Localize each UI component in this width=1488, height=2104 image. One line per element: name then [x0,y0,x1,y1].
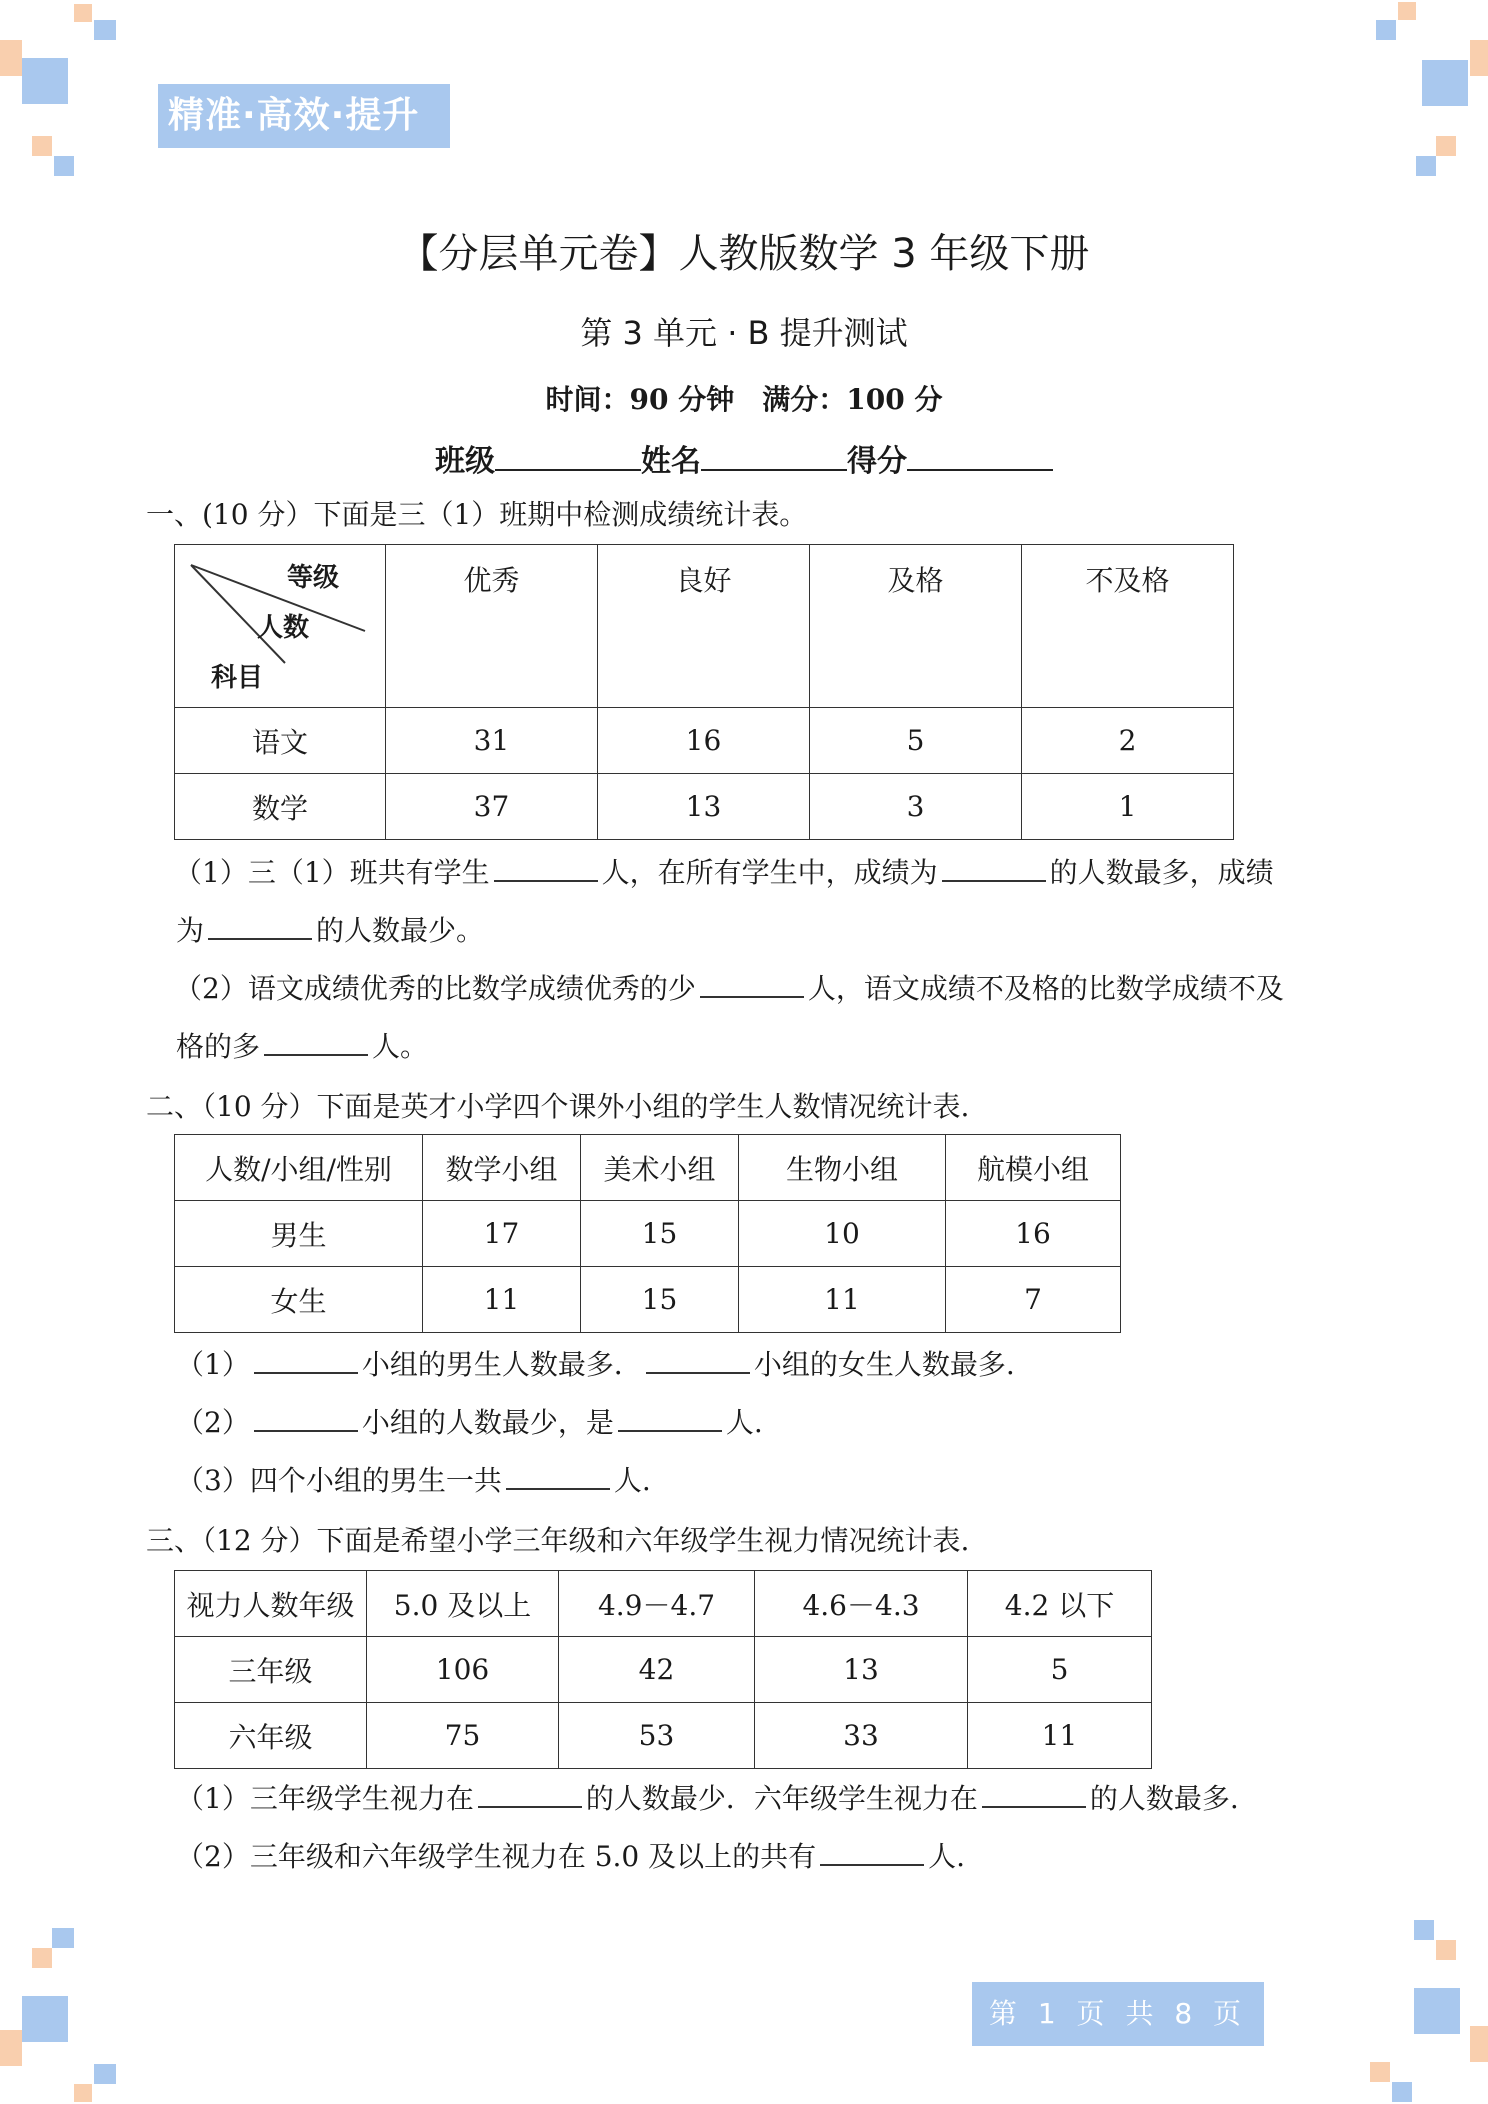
text: 人. [725,1406,763,1439]
text: 的人数最少．六年级学生视力在 [585,1782,978,1815]
s3-question-2 [176,1840,965,1874]
row-label: 数学 [175,774,386,840]
table-cell: 15 [581,1201,739,1267]
text: （1）三年级学生视力在 [176,1782,474,1815]
page-subtitle: 第 3 单元 · B 提升测试 [580,314,908,352]
s2-question-3 [176,1464,651,1498]
name-label: 姓名 [641,444,701,479]
col-header: 航模小组 [946,1135,1121,1201]
diag-label-count: 人数 [257,613,310,643]
answer-blank[interactable] [700,972,804,998]
col-header: 4.9－4.7 [559,1571,755,1637]
grades-table [174,544,1234,840]
col-header: 5.0 及以上 [367,1571,559,1637]
table-cell: 10 [739,1201,946,1267]
col-header: 优秀 [386,545,598,708]
page-number-badge: 第 1 页 共 8 页 [972,1982,1264,2046]
student-info-line [0,436,1488,480]
text: （1） [176,1348,250,1381]
table-cell: 53 [559,1703,755,1769]
table-row [175,1201,1121,1267]
table-cell: 11 [423,1267,581,1333]
groups-table [174,1134,1121,1333]
answer-blank[interactable] [982,1782,1086,1808]
section3-heading: 三、（12 分）下面是希望小学三年级和六年级学生视力情况统计表. [146,1524,970,1557]
diagonal-header-cell [175,545,386,708]
table-cell: 7 [946,1267,1121,1333]
table-cell: 75 [367,1703,559,1769]
class-label: 班级 [435,444,495,479]
s2-question-2 [176,1406,763,1440]
s1-question-2 [174,972,1284,1006]
col-header: 不及格 [1022,545,1234,708]
text: 人，语文成绩不及格的比数学成绩不及 [807,972,1284,1005]
text: （1）三（1）班共有学生 [174,856,490,889]
col-header: 生物小组 [739,1135,946,1201]
text: 的人数最多，成绩 [1049,856,1274,889]
col-header: 4.2 以下 [968,1571,1152,1637]
s1-question-2-cont [176,1030,428,1064]
text: 的人数最多. [1089,1782,1239,1815]
text: 的人数最少。 [316,914,485,947]
section2-heading: 二、（10 分）下面是英才小学四个课外小组的学生人数情况统计表. [146,1090,970,1123]
answer-blank[interactable] [494,856,598,882]
col-header: 良好 [598,545,810,708]
score-field[interactable] [907,441,1053,471]
answer-blank[interactable] [254,1348,358,1374]
text: 为 [176,914,205,947]
text: 人，在所有学生中，成绩为 [601,856,938,889]
answer-blank[interactable] [254,1406,358,1432]
answer-blank[interactable] [506,1464,610,1490]
class-field[interactable] [495,441,641,471]
table-cell: 2 [1022,708,1234,774]
table-cell: 13 [598,774,810,840]
col-header: 数学小组 [423,1135,581,1201]
text: （2）语文成绩优秀的比数学成绩优秀的少 [174,972,696,1005]
table-cell: 37 [386,774,598,840]
time-score-line: 时间：90 分钟 满分：100 分 [545,383,943,416]
text: 小组的男生人数最多． [361,1348,642,1381]
table-cell: 31 [386,708,598,774]
table-row [175,1267,1121,1333]
table-cell: 42 [559,1637,755,1703]
page-title: 【分层单元卷】人教版数学 3 年级下册 [398,231,1090,277]
col-header: 视力人数年级 [175,1571,367,1637]
answer-blank[interactable] [208,914,312,940]
table-cell: 106 [367,1637,559,1703]
col-header: 4.6－4.3 [755,1571,968,1637]
name-field[interactable] [701,441,847,471]
diag-label-subject: 科目 [211,663,264,693]
col-header: 人数/小组/性别 [175,1135,423,1201]
answer-blank[interactable] [942,856,1046,882]
table-cell: 13 [755,1637,968,1703]
table-cell: 5 [968,1637,1152,1703]
answer-blank[interactable] [646,1348,750,1374]
diag-label-grade: 等级 [287,563,340,593]
s1-question-1 [174,856,1274,890]
answer-blank[interactable] [264,1030,368,1056]
text: （2）三年级和六年级学生视力在 5.0 及以上的共有 [176,1840,817,1873]
col-header: 及格 [810,545,1022,708]
row-label: 三年级 [175,1637,367,1703]
table-row [175,774,1234,840]
answer-blank[interactable] [478,1782,582,1808]
row-label: 六年级 [175,1703,367,1769]
table-cell: 3 [810,774,1022,840]
row-label: 语文 [175,708,386,774]
text: 人. [613,1464,651,1497]
section1-heading: 一、(10 分）下面是三（1）班期中检测成绩统计表。 [146,498,808,531]
table-cell: 11 [968,1703,1152,1769]
text: （3）四个小组的男生一共 [176,1464,502,1497]
text: 小组的女生人数最多. [753,1348,1015,1381]
text: 人. [928,1840,966,1873]
col-header: 美术小组 [581,1135,739,1201]
text: 小组的人数最少，是 [361,1406,614,1439]
answer-blank[interactable] [618,1406,722,1432]
table-row [175,708,1234,774]
text: 格的多 [176,1030,261,1063]
table-cell: 33 [755,1703,968,1769]
s2-question-1 [176,1348,1015,1382]
table-cell: 16 [946,1201,1121,1267]
table-cell: 5 [810,708,1022,774]
table-cell: 17 [423,1201,581,1267]
text: （2） [176,1406,250,1439]
table-row [175,1703,1152,1769]
row-label: 男生 [175,1201,423,1267]
table-cell: 15 [581,1267,739,1333]
score-label: 得分 [847,444,907,479]
answer-blank[interactable] [820,1840,924,1866]
text: 人。 [372,1030,429,1063]
vision-table [174,1570,1152,1769]
table-row [175,1637,1152,1703]
table-cell: 1 [1022,774,1234,840]
table-cell: 16 [598,708,810,774]
s3-question-1 [176,1782,1239,1816]
table-cell: 11 [739,1267,946,1333]
row-label: 女生 [175,1267,423,1333]
s1-question-1-cont [176,914,484,948]
brand-banner: 精准·高效·提升 [158,84,450,148]
